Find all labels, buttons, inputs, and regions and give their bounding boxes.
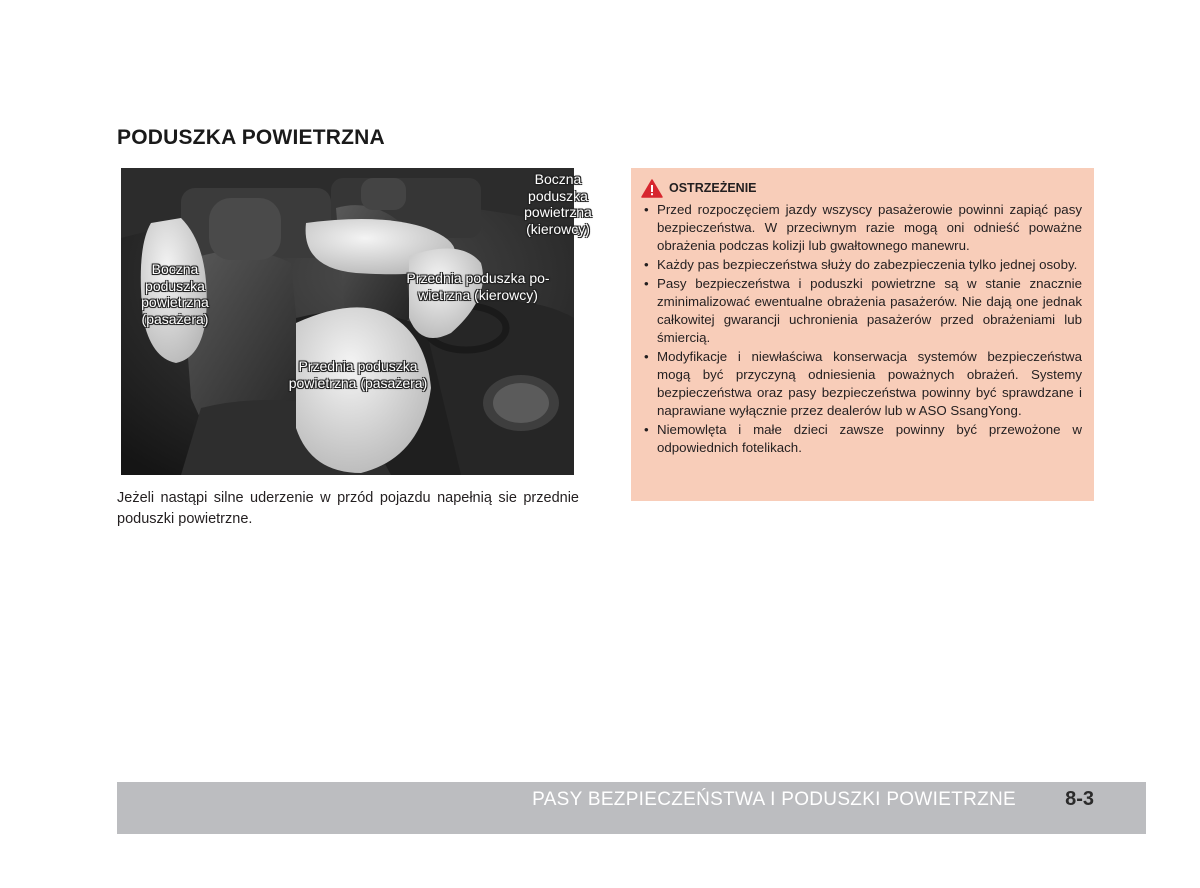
warning-title: OSTRZEŻENIE	[669, 181, 757, 195]
warning-item: • Modyfikacje i niewłaściwa konserwacja systemów bezpieczeństwa mogą być przyczyną odniesienia poważnych obrażeń. Systemy bezpieczeństwa oraz pasy bezpieczeństwa powinny być sprawdzane i naprawiane wyłącznie przez dealerów lub w ASO SsangYong.	[641, 348, 1084, 420]
warning-item: • Niemowlęta i małe dzieci zawsze powinny być przewożone w odpowiednich fotelikach.	[641, 421, 1084, 457]
chapter-title: PASY BEZPIECZEŃSTWA I PODUSZKI POWIETRZNE	[532, 789, 1016, 810]
page-footer	[117, 782, 1146, 834]
warning-item: • Każdy pas bezpieczeństwa służy do zabezpieczenia tylko jednej osoby.	[641, 256, 1084, 274]
warning-item: • Przed rozpoczęciem jazdy wszyscy pasażerowie powinni zapiąć pasy bezpieczeństwa. W przeciwnym razie mogą oni odnieść poważne obrażenia podczas kolizji lub gwałtownego manewru.	[641, 201, 1084, 255]
airbag-photo	[121, 168, 592, 475]
figure-caption: Jeżeli nastąpi silne uderzenie w przód pojazdu napełnią sie przednie poduszki powietrzne.	[117, 490, 579, 527]
page-number: 8-3	[1065, 788, 1094, 810]
warning-list	[641, 201, 1084, 457]
warning-box	[631, 168, 1094, 501]
section-title: PODUSZKA POWIETRZNA	[117, 126, 385, 149]
callout-front-airbag-passenger: Przednia poduszka powietrzna (pasażera)	[288, 358, 428, 391]
callout-side-airbag-driver: Boczna poduszka powietrzna (kierowcy)	[524, 171, 592, 237]
warning-item: • Pasy bezpieczeństwa i poduszki powietrzne są w stanie znacznie zminimalizować ewentualne obrażenia pasażerów. Nie dają one jednak całkowitej gwarancji uchronienia pasażerów przed obrażeniami lub śmiercią.	[641, 275, 1084, 347]
callout-side-airbag-passenger: Boczna poduszka powietrzna (pasażera)	[141, 261, 209, 327]
warning-triangle-icon	[641, 179, 663, 198]
callout-front-airbag-driver: Przednia poduszka po- wietrzna (kierowcy)	[406, 270, 550, 303]
warning-header	[641, 178, 1084, 198]
